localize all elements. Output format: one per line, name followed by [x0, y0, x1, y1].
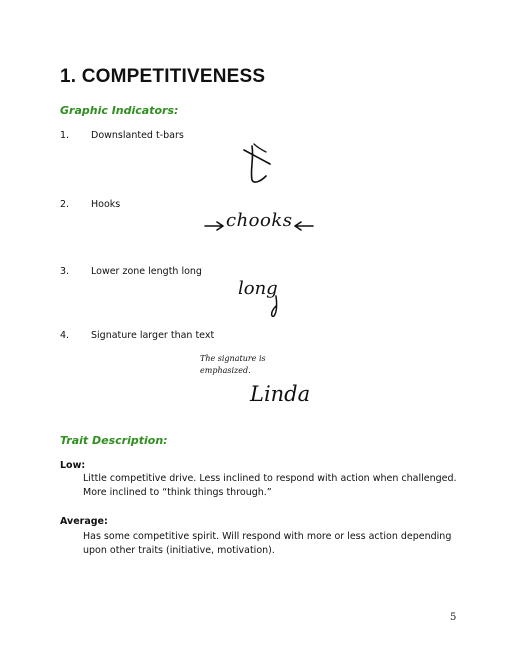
long-sample [238, 278, 298, 318]
left-arrow-icon [292, 220, 314, 232]
indicator-label: Signature larger than text [91, 330, 215, 341]
signature-name: Linda [250, 382, 311, 406]
indicator-item [60, 266, 360, 280]
long-lower-loop [268, 292, 284, 318]
trait-label-average: Average: [60, 516, 108, 527]
indicator-item [60, 330, 360, 344]
long-word: long [238, 278, 278, 299]
hooks-sample [204, 210, 316, 240]
indicator-label: Lower zone length long [91, 266, 202, 277]
indicator-number: 3. [60, 266, 70, 277]
trait-text-average: Has some competitive spirit. Will respond with more or less action depending upon other traits (initiative, motivation). [83, 531, 452, 556]
trait-text-low: Little competitive drive. Less inclined to respond with action when challenged. More inclined to “think things through.” [83, 473, 457, 498]
trait-label-low: Low: [60, 460, 86, 471]
indicator-number: 4. [60, 330, 70, 341]
downslanted-t-bar-sample [240, 140, 280, 190]
indicator-label: Hooks [91, 199, 121, 210]
trait-description-heading: Trait Description: [60, 434, 168, 447]
indicator-item [60, 130, 360, 144]
indicator-label: Downslanted t-bars [91, 130, 184, 141]
signature-note-line1: The signature is [200, 354, 266, 363]
page-number: 5 [450, 612, 457, 623]
graphic-indicators-heading: Graphic Indicators: [60, 104, 179, 117]
right-arrow-icon [204, 220, 226, 232]
signature-sample [198, 354, 328, 412]
hooks-word: chooks [226, 210, 293, 231]
page-title: 1. COMPETITIVENESS [60, 66, 266, 87]
signature-note-line2: emphasized. [200, 366, 251, 375]
indicator-number: 2. [60, 199, 70, 210]
indicator-number: 1. [60, 130, 70, 141]
